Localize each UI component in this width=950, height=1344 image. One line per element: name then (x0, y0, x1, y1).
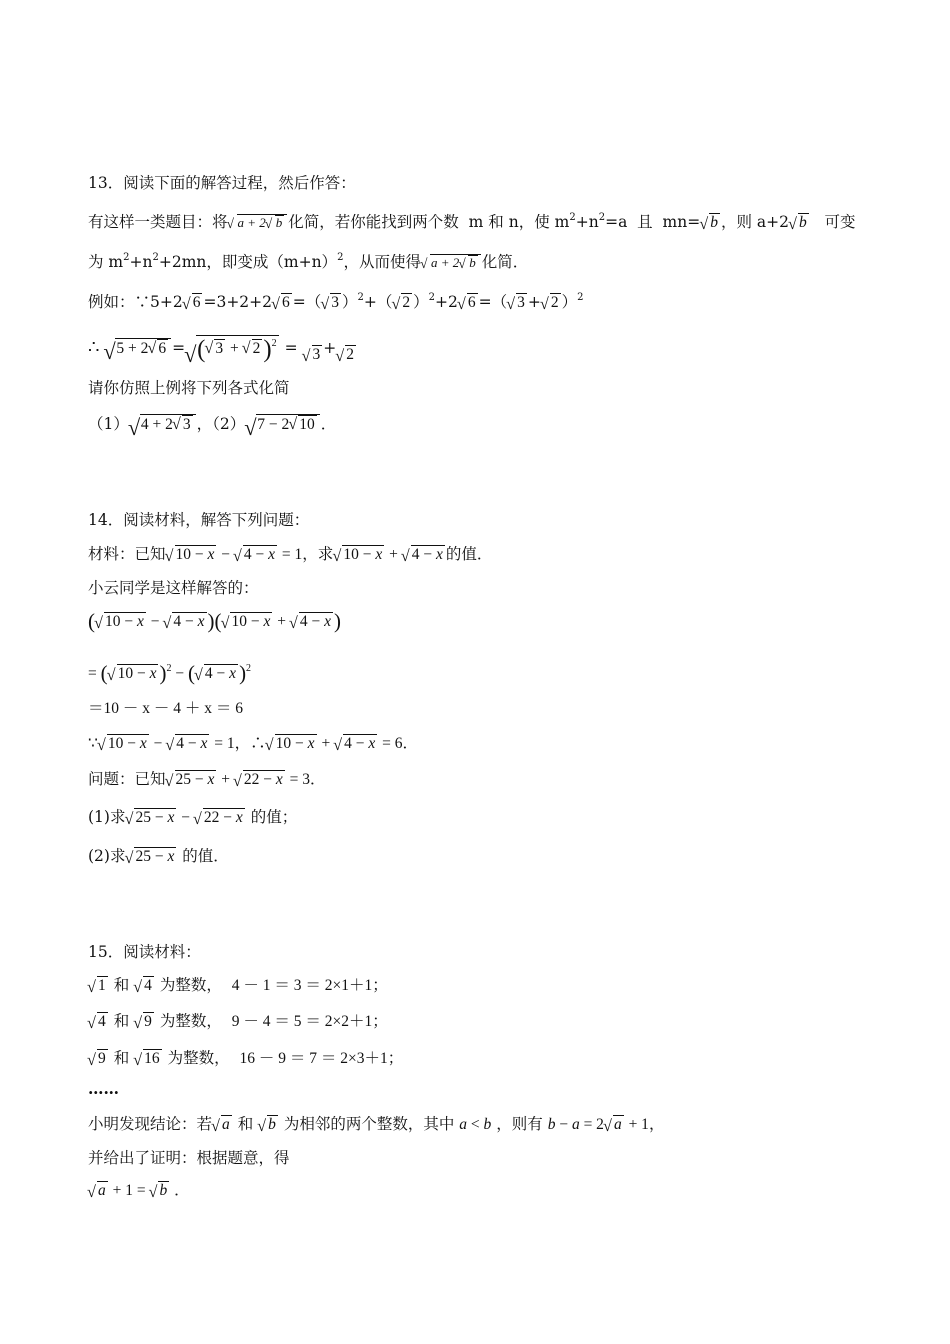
q13-example: 例如：∵5+2√ 6 =3+2+2√ 6 =（√ 3 ）$^2$+（√ 2 ）$^2$+2√ 6 =（√ 3 +√ 2 ）$^2$ (88, 287, 584, 314)
q14-step1: (√ 10 − x − √ 4 − x )(√ 10 − x + √ 4 − x ) (88, 610, 341, 633)
q14-sub1: (1)求√ 25 − x − √ 22 − x 的值； (88, 806, 297, 829)
q14-step3: ＝10 － x － 4 ＋ x ＝ 6 (88, 700, 244, 717)
q14-material: 材料：已知√ 10 − x − √ 4 − x = 1，求√ 10 − x + √ 4 − x 的值． (88, 543, 492, 566)
q13-therefore: ∴ √ 5 + 2√ 6 =√ (√ 3 + √ 2 )$^2$ = √ 3 +√ 2 (88, 335, 357, 366)
q15-proof-eq: √ a + 1 = √ b ． (88, 1180, 190, 1202)
q15-row3: √ 9 和 √ 16 为整数， 16 － 9 ＝ 7 ＝ 2×3＋1； (88, 1047, 403, 1070)
q15-row2: √ 4 和 √ 9 为整数， 9 － 4 ＝ 5 ＝ 2×2＋1； (88, 1010, 388, 1033)
q15-title: 15．阅读材料： (88, 943, 201, 961)
q13-parts: （1）√ 4 + 2√ 3 ，（2）√ 7 − 2√ 10 ． (88, 413, 336, 436)
q15-proof: 并给出了证明：根据题意，得 (88, 1149, 290, 1167)
q13-line2: 为 $m^2+n^2+2mn$，即变成$(m+n)^2$，从而使得√ a + 2√ b 化简． (88, 247, 528, 274)
q14-title: 14．阅读材料，解答下列问题： (88, 511, 310, 529)
q15-conclusion: 小明发现结论：若√ a 和 √ b 为相邻的两个整数，其中 a < b ，则有 b − a = 2√ a + 1， (88, 1113, 664, 1136)
q13-title: 13．阅读下面的解答过程，然后作答： (88, 174, 356, 192)
sqrt-a-2sqrtb: √ a + 2√ b (228, 212, 288, 234)
q14-sub2: (2)求√ 25 − x 的值． (88, 845, 229, 868)
q14-step2: = (√ 10 − x )$^2$ − (√ 4 − x )$^2$ (88, 658, 251, 685)
q14-solver: 小云同学是这样解答的： (88, 579, 259, 597)
q15-row1: √ 1 和 √ 4 为整数， 4 － 1 ＝ 3 ＝ 2×1＋1； (88, 974, 388, 997)
q15-dots: …… (88, 1079, 119, 1098)
q14-because: ∵√ 10 − x − √ 4 − x = 1，∴√ 10 − x + √ 4 − x = 6． (88, 732, 418, 755)
q13-ask: 请你仿照上例将下列各式化简 (88, 379, 290, 397)
q13-line1: 有这样一类题目：将√ a + 2√ b 化简，若你能找到两个数 m 和 n，使 $m^2+n^2=a$ 且 mn=√ b ，则 a+2√ b 可变 (88, 207, 856, 234)
q14-problem: 问题：已知√ 25 − x + √ 22 − x = 3． (88, 768, 326, 791)
